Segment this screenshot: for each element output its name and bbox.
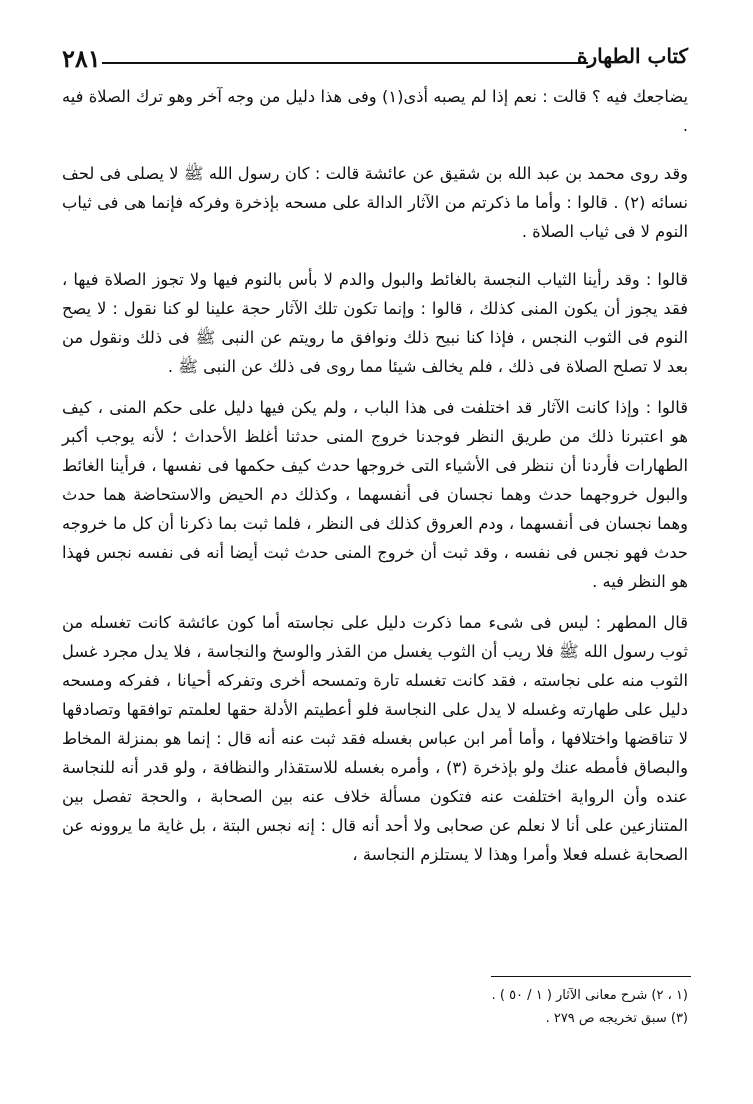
footnotes — [62, 984, 688, 1030]
footnote-rule — [491, 976, 691, 977]
page-header — [62, 42, 688, 76]
paragraph-5: قال المطهر : ليس فى شىء مما ذكرت دليل على نجاسته أما كون عائشة كانت تغسله من ثوب رسول الله ﷺ فلا ريب أن الثوب يغسل من القذر والوسخ والنجاسة ، فلا يدل مجرد غسل الثوب منه على نجاسته ، فقد كانت تغسله تارة وتمسحه أخرى وتفركه أحيانا ، ففركه ومسحه دليل على طهارته وغسله لا يدل على النجاسة فلو أعطيتم الأدلة حقها لعلمتم توافقها وتصادقها لا تناقضها واختلافها ، وأما أمر ابن عباس بغسله فقد ثبت عنه أنه قال : إنما هو بمنزلة المخاط والبصاق فأمطه عنك ولو بإذخرة (٣) ، وأمره بغسله للاستقذار والنظافة ، ولو قدر أنه للنجاسة عنده وأن الرواية اختلفت عنه فتكون مسألة خلاف عنه بين الصحابة ، والحجة تفصل بين المتنازعين على أنا لا نعلم عن صحابى ولا أحد أنه قال : إنه نجس البتة ، بل غاية ما يروونه عن الصحابة غسله فعلا وأمرا وهذا لا يستلزم النجاسة ، — [62, 613, 688, 864]
paragraph-4: قالوا : وإذا كانت الآثار قد اختلفت فى هذا الباب ، ولم يكن فيها دليل على حكم المنى ، كيف هو اعتبرنا ذلك من طريق النظر فوجدنا خروج المنى حدثنا أغلظ الأحداث ؛ لأنه يوجب أكبر الطهارات فأردنا أن ننظر فى الأشياء التى خروجها حدث كيف حكمها فى نفسها ، فرأينا الغائط والبول خروجهما حدث وهما نجسان فى أنفسهما ، وكذلك دم الحيض والاستحاضة هما حدث وهما نجسان فى أنفسهما ، ودم العروق كذلك فى النظر ، فلما ثبت بما ذكرنا أن كل ما خروجه حدث فهو نجس فى نفسه ، وقد ثبت أن خروج المنى حدث ثبت أيضا أنه فى نفسه نجس فهذا هو النظر فيه . — [62, 398, 688, 591]
book-title: كتاب الطهارة — [577, 44, 688, 68]
footnote-2: (٣) سبق تخريجه ص ٢٧٩ . — [545, 1011, 688, 1026]
page-number: ٢٨١ — [62, 44, 101, 73]
header-rule — [102, 62, 588, 64]
paragraph-1: يضاجعك فيه ؟ قالت : نعم إذا لم يصبه أذى(١) وفى هذا دليل من وجه آخر وهو ترك الصلاة فيه . — [62, 87, 688, 135]
main-text — [62, 82, 688, 869]
footnote-1: (١ ، ٢) شرح معانى الآثار ( ١ / ٥٠ ) . — [491, 988, 688, 1003]
paragraph-3: قالوا : وقد رأينا الثياب النجسة بالغائط والبول والدم لا بأس بالنوم فيها ولا تجوز الصلاة فيها ، فقد يجوز أن يكون المنى كذلك ، قالوا : وإنما تكون تلك الآثار حجة علينا لو كنا نقول : لا يصح النوم فى الثوب النجس ، فإذا كنا نبيح ذلك ونوافق ما رويتم عن النبى ﷺ فى ذلك ونقول من بعد لا تصلح الصلاة فى ذلك ، فلم يخالف شيئا مما روى فى ذلك عن النبى ﷺ . — [62, 270, 688, 376]
paragraph-2: وقد روى محمد بن عبد الله بن شقيق عن عائشة قالت : كان رسول الله ﷺ لا يصلى فى لحف نسائه (٢) . قالوا : وأما ما ذكرتم من الآثار الدالة على مسحه بإذخرة وفركه فإنما هى فى ثياب النوم لا فى ثياب الصلاة . — [62, 164, 688, 241]
